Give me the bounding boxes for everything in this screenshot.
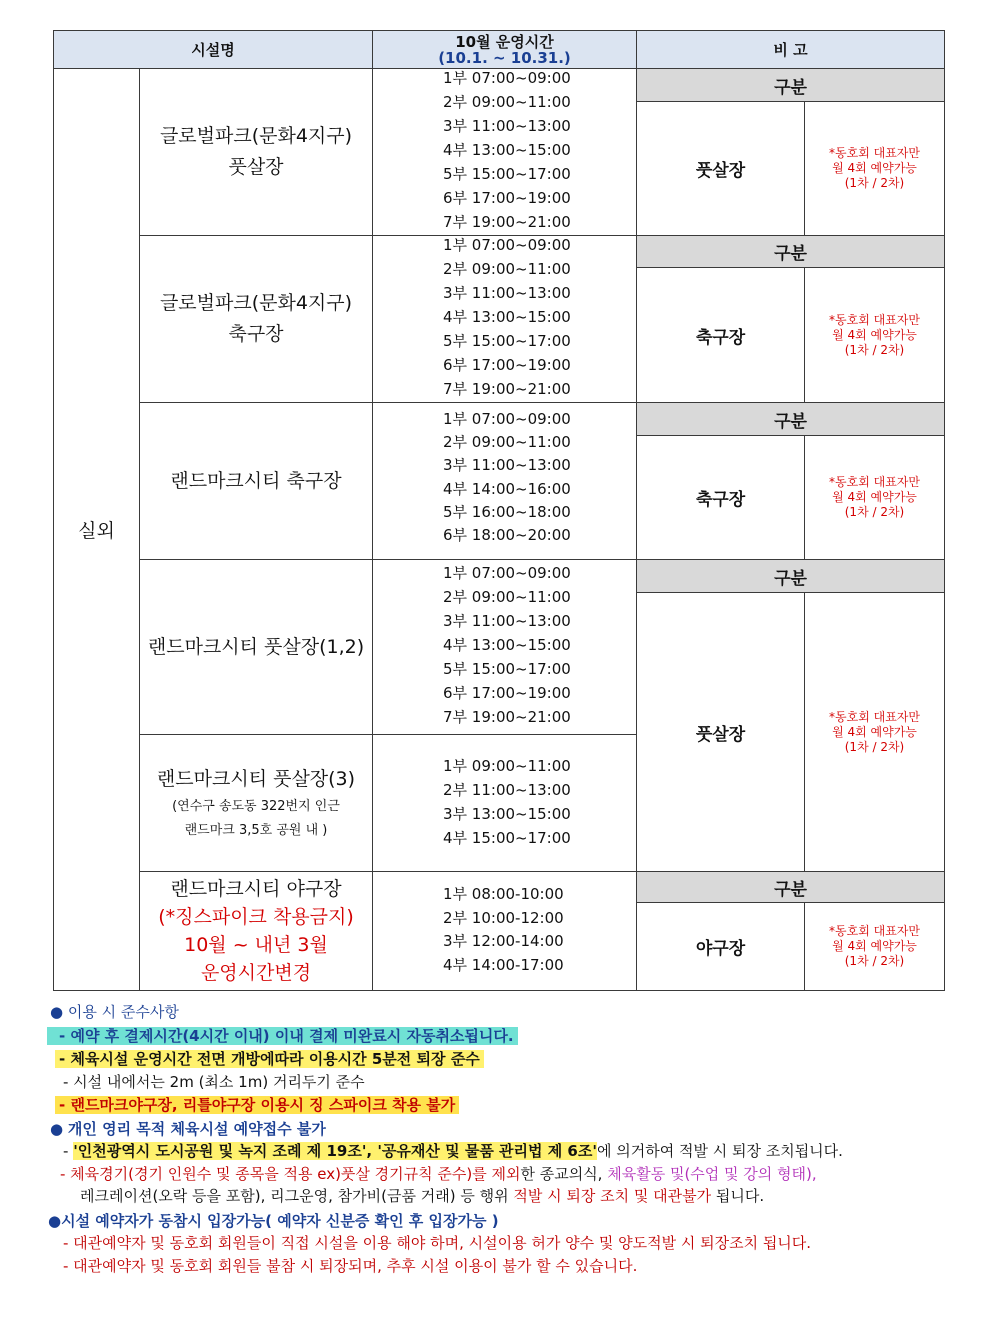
time-slot: 3부 12:00-14:00 — [443, 932, 564, 950]
notice-ordinance-text: 에 의거하여 적발 시 퇴장 조치됩니다. — [596, 1142, 843, 1160]
header-hours-title: 10월 운영시간 — [455, 32, 554, 51]
section-2-title — [50, 1118, 326, 1140]
section-1-title-text: 이용 시 준수사항 — [67, 1003, 179, 1021]
table-border-bottom — [53, 990, 945, 991]
table-border-right — [944, 30, 945, 991]
notice-spike-text: - 랜드마크야구장, 리틀야구장 이용시 징 스파이크 착용 불가 — [55, 1096, 459, 1114]
notice-absence — [63, 1255, 637, 1277]
section-2-title-text: 개인 영리 목적 체육시설 예약접수 불가 — [67, 1120, 326, 1138]
notice-activities-cont-part2: 적발 시 퇴장 조치 및 대관불가 — [513, 1187, 712, 1205]
note-line: 월 4회 예약가능 — [832, 724, 917, 739]
time-slot: 3부 11:00~13:00 — [443, 456, 571, 475]
notice-ordinance-laws: '인천광역시 도시공원 및 녹지 조례 제 19조', '공유재산 및 물품 관리법 제 6조' — [73, 1142, 597, 1160]
remark-kind-4 — [637, 593, 804, 871]
notice-activities-cont-part3: 됩니다. — [711, 1187, 765, 1205]
note-line: *동호회 대표자만 — [829, 146, 920, 160]
section-3-title — [48, 1210, 499, 1232]
time-slot: 4부 15:00~17:00 — [443, 829, 571, 847]
remark-kind-label: 야구장 — [695, 939, 746, 959]
time-slot: 4부 14:00~16:00 — [443, 479, 571, 498]
notice-auto-cancel — [47, 1025, 518, 1047]
notice-absence-text: - 대관예약자 및 동호회 회원들 불참 시 퇴장되며, 추후 시설 이용이 불가 할 수 있습니다. — [63, 1257, 638, 1275]
times-4 — [443, 561, 571, 729]
time-slot: 1부 09:00~11:00 — [443, 757, 571, 775]
time-slot: 2부 09:00~11:00 — [443, 588, 571, 606]
note-line: (1차 / 2차) — [844, 342, 905, 357]
time-slot: 1부 07:00~09:00 — [443, 69, 571, 87]
times-2 — [443, 233, 571, 401]
time-slot: 7부 19:00~21:00 — [443, 213, 571, 231]
category-cell — [54, 69, 139, 990]
remark-kind-label: 축구장 — [695, 327, 746, 348]
gubun-header-1 — [637, 69, 944, 101]
col-divider-2 — [372, 30, 373, 990]
gubun-header-5 — [637, 872, 944, 902]
facility-4-name: 랜드마크시티 풋살장(1,2) — [147, 635, 365, 658]
facility-2 — [140, 236, 372, 402]
times-6 — [443, 883, 564, 977]
section-1-title — [50, 1001, 179, 1023]
facility-6 — [140, 872, 372, 990]
note-line: (1차 / 2차) — [844, 954, 905, 968]
times-3 — [443, 408, 571, 547]
remark-kind-label: 축구장 — [695, 490, 746, 510]
time-slot: 6부 18:00~20:00 — [443, 526, 571, 545]
times-1 — [443, 66, 571, 234]
facility-5-address-1: (연수구 송도동 322번지 인근 — [172, 798, 340, 814]
time-slot: 1부 07:00~09:00 — [443, 410, 571, 428]
note-line: 월 4회 예약가능 — [832, 939, 917, 953]
notice-ordinance-dash: - — [63, 1142, 74, 1160]
facility-1-type: 풋살장 — [228, 156, 284, 178]
time-slot: 7부 19:00~21:00 — [443, 380, 571, 398]
notice-auto-cancel-text: - 예약 후 결제시간(4시간 이내) 이내 결제 미완료시 자동취소됩니다. — [47, 1027, 518, 1045]
time-slot: 2부 09:00~11:00 — [443, 433, 571, 452]
time-slot: 2부 09:00~11:00 — [443, 93, 571, 111]
remark-kind-5 — [637, 903, 804, 990]
notice-direct-use — [63, 1232, 811, 1254]
time-slot: 3부 13:00~15:00 — [443, 805, 571, 823]
times-5 — [443, 754, 571, 850]
header-hours-period: (10.1. ~ 10.31.) — [438, 48, 571, 67]
facility-6-name: 랜드마크시티 야구장 — [170, 878, 342, 900]
note-line: *동호회 대표자만 — [829, 709, 920, 724]
notice-distance-text: - 시설 내에서는 2m (최소 1m) 거리두기 준수 — [63, 1073, 365, 1091]
note-line: (1차 / 2차) — [844, 739, 905, 754]
facility-1-name: 글로벌파크(문화4지구) — [159, 125, 353, 147]
gubun-header-2 — [637, 236, 944, 267]
notice-direct-use-text: - 대관예약자 및 동호회 회원들이 직접 시설을 이용 해야 하며, 시설이용 허가 양수 및 양도적발 시 퇴장조치 됩니다. — [63, 1234, 812, 1252]
facility-3-name: 랜드마크시티 축구장 — [170, 469, 342, 492]
remark-note-3 — [805, 436, 944, 559]
time-slot: 2부 09:00~11:00 — [443, 260, 571, 278]
note-line: (1차 / 2차) — [844, 505, 905, 519]
time-slot: 3부 11:00~13:00 — [443, 117, 571, 135]
time-slot: 5부 15:00~17:00 — [443, 332, 571, 350]
notice-exit-time-text: - 체육시설 운영시간 전면 개방에따라 이용시간 5분전 퇴장 준수 — [55, 1050, 484, 1068]
note-line: *동호회 대표자만 — [829, 924, 920, 938]
gubun-header-4 — [637, 560, 944, 592]
note-line: 월 4회 예약가능 — [832, 161, 917, 175]
bullet-icon: ● — [50, 1003, 64, 1021]
gubun-label: 구분 — [774, 411, 807, 432]
time-slot: 4부 14:00-17:00 — [443, 955, 564, 974]
note-line: (1차 / 2차) — [844, 176, 905, 190]
time-slot: 4부 13:00~15:00 — [443, 141, 571, 159]
gubun-label: 구분 — [774, 244, 807, 264]
time-slot: 4부 13:00~15:00 — [443, 308, 571, 326]
facility-5 — [140, 735, 372, 871]
section-3-title-text: 시설 예약자가 동참시 입장가능( 예약자 신분증 확인 후 입장가능 ) — [61, 1212, 499, 1230]
facility-5-name: 랜드마크시티 풋살장(3) — [156, 767, 356, 790]
note-line: *동호회 대표자만 — [829, 475, 920, 489]
facility-6-warning: (*징스파이크 착용금지) — [158, 906, 354, 928]
category-label: 실외 — [78, 520, 115, 542]
time-slot: 5부 16:00~18:00 — [443, 502, 571, 521]
facility-6-change: 운영시간변경 — [200, 962, 312, 984]
notice-exit-time — [55, 1048, 484, 1070]
time-slot: 3부 11:00~13:00 — [443, 284, 571, 302]
gubun-label: 구분 — [774, 879, 807, 900]
header-facility-label: 시설명 — [191, 41, 235, 59]
time-slot: 7부 19:00~21:00 — [443, 708, 571, 726]
remark-kind-label: 풋살장 — [695, 161, 746, 181]
notice-spike — [55, 1094, 459, 1116]
note-line: *동호회 대표자만 — [829, 312, 920, 327]
time-slot: 5부 15:00~17:00 — [443, 165, 571, 183]
time-slot: 2부 11:00~13:00 — [443, 781, 571, 799]
facility-2-type: 축구장 — [228, 323, 284, 345]
time-slot: 3부 11:00~13:00 — [443, 612, 571, 630]
notice-activities-part1: - 체육경기(경기 인원수 및 종목을 적용 ex)풋살 경기규칙 준수)를 제외 — [60, 1165, 521, 1183]
notice-activities — [60, 1163, 817, 1185]
facility-6-period: 10월 ~ 내년 3월 — [184, 934, 328, 956]
time-slot: 6부 17:00~19:00 — [443, 684, 571, 702]
remark-note-4 — [805, 593, 944, 871]
notice-activities-cont — [80, 1185, 764, 1207]
notice-activities-cont-part1: 레크레이션(오락 등을 포함), 리그운영, 참가비(금품 거래) 등 행위 — [80, 1187, 514, 1205]
gubun-header-3 — [637, 403, 944, 435]
time-slot: 1부 07:00~09:00 — [443, 236, 571, 254]
time-slot: 4부 13:00~15:00 — [443, 636, 571, 654]
remark-kind-2 — [637, 268, 804, 402]
facility-4 — [140, 560, 372, 734]
remark-note-1 — [805, 102, 944, 235]
time-slot: 1부 08:00-10:00 — [443, 885, 564, 903]
remark-kind-3 — [637, 436, 804, 559]
header-remarks — [637, 31, 944, 68]
facility-5-address-2: 랜드마크 3,5호 공원 내 ) — [184, 822, 328, 838]
header-remarks-label: 비 고 — [773, 41, 808, 59]
remark-kind-label: 풋살장 — [695, 724, 746, 745]
time-slot: 5부 15:00~17:00 — [443, 660, 571, 678]
header-hours — [373, 31, 636, 68]
facility-3 — [140, 403, 372, 559]
time-slot: 6부 17:00~19:00 — [443, 189, 571, 207]
bullet-icon: ● — [50, 1120, 64, 1138]
gubun-label: 구분 — [774, 77, 807, 98]
bullet-icon: ● — [48, 1212, 62, 1230]
time-slot: 1부 07:00~09:00 — [443, 564, 571, 582]
remark-note-2 — [805, 268, 944, 402]
time-slot: 2부 10:00-12:00 — [443, 908, 564, 927]
facility-1 — [140, 69, 372, 235]
note-line: 월 4회 예약가능 — [832, 490, 917, 504]
remark-kind-1 — [637, 102, 804, 235]
facility-2-name: 글로벌파크(문화4지구) — [159, 292, 353, 314]
notice-activities-part2: 한 종교의식, — [520, 1165, 608, 1183]
header-facility — [54, 31, 372, 68]
note-line: 월 4회 예약가능 — [832, 327, 917, 342]
notice-ordinance — [63, 1140, 843, 1162]
remark-note-5 — [805, 903, 944, 990]
gubun-label: 구분 — [774, 568, 807, 589]
notice-activities-part3: 체육활동 및(수업 및 강의 형태), — [607, 1165, 817, 1183]
notice-distance — [63, 1071, 365, 1093]
time-slot: 6부 17:00~19:00 — [443, 356, 571, 374]
